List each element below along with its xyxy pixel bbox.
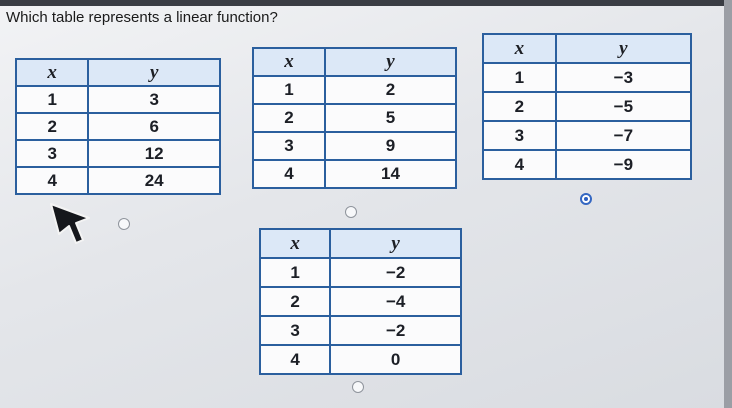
table-row	[483, 63, 691, 92]
header-y: y	[325, 48, 456, 76]
cell-y: −5	[556, 92, 691, 121]
table-header-row	[16, 59, 220, 86]
cell-x: 1	[253, 76, 325, 104]
cell-x: 4	[483, 150, 556, 179]
table-row	[253, 76, 456, 104]
table-option-b	[252, 47, 457, 189]
header-y: y	[556, 34, 691, 63]
table-row	[483, 92, 691, 121]
cell-y: 3	[88, 86, 220, 113]
cell-y: −2	[330, 316, 461, 345]
cell-x: 3	[253, 132, 325, 160]
cell-x: 3	[260, 316, 330, 345]
cell-y: −2	[330, 258, 461, 287]
table-row	[483, 121, 691, 150]
cell-y: 6	[88, 113, 220, 140]
table-row	[253, 104, 456, 132]
table-row	[16, 113, 220, 140]
cell-x: 1	[260, 258, 330, 287]
radio-option-c[interactable]	[580, 193, 592, 205]
header-y: y	[330, 229, 461, 258]
radio-option-b[interactable]	[345, 206, 357, 218]
question-text: Which table represents a linear function?	[6, 9, 278, 26]
table-option-c	[482, 33, 692, 180]
cell-x: 2	[253, 104, 325, 132]
header-x: x	[16, 59, 88, 86]
cell-x: 3	[483, 121, 556, 150]
cell-y: 5	[325, 104, 456, 132]
cell-x: 2	[16, 113, 88, 140]
table-row	[16, 140, 220, 167]
cell-x: 4	[16, 167, 88, 194]
cell-y: −9	[556, 150, 691, 179]
radio-option-d[interactable]	[352, 381, 364, 393]
cell-x: 2	[483, 92, 556, 121]
cell-y: −7	[556, 121, 691, 150]
cell-x: 1	[483, 63, 556, 92]
screen-right-edge	[724, 0, 732, 408]
screen-top-edge	[0, 0, 732, 6]
cell-y: 12	[88, 140, 220, 167]
cell-y: 9	[325, 132, 456, 160]
table-header-row	[253, 48, 456, 76]
cell-x: 4	[260, 345, 330, 374]
cell-x: 3	[16, 140, 88, 167]
table-row	[260, 287, 461, 316]
table-row	[260, 258, 461, 287]
header-x: x	[260, 229, 330, 258]
table-header-row	[483, 34, 691, 63]
header-x: x	[253, 48, 325, 76]
table-row	[16, 86, 220, 113]
cell-y: −4	[330, 287, 461, 316]
header-x: x	[483, 34, 556, 63]
cell-y: 2	[325, 76, 456, 104]
table-row	[483, 150, 691, 179]
table-row	[253, 160, 456, 188]
table-header-row	[260, 229, 461, 258]
table-row	[253, 132, 456, 160]
cell-x: 1	[16, 86, 88, 113]
table-row	[260, 345, 461, 374]
table-row	[260, 316, 461, 345]
cell-x: 2	[260, 287, 330, 316]
cell-y: 24	[88, 167, 220, 194]
cell-x: 4	[253, 160, 325, 188]
table-option-a	[15, 58, 221, 195]
radio-option-a[interactable]	[118, 218, 130, 230]
table-option-d	[259, 228, 462, 375]
cell-y: 0	[330, 345, 461, 374]
header-y: y	[88, 59, 220, 86]
cell-y: 14	[325, 160, 456, 188]
mouse-pointer-icon	[43, 190, 103, 250]
cell-y: −3	[556, 63, 691, 92]
